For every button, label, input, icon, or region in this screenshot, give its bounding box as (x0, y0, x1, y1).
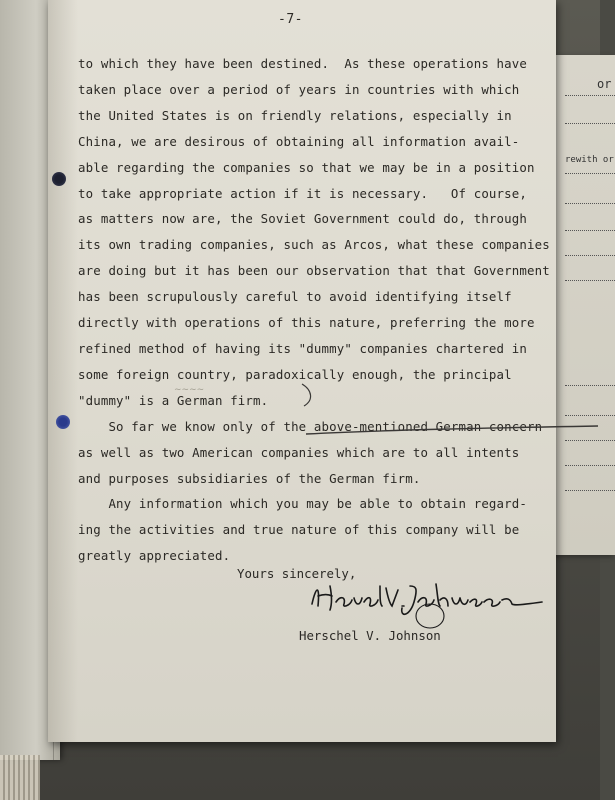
side-sheet-dotted-line (565, 280, 615, 281)
side-sheet-dotted-line (565, 173, 615, 174)
body-line: taken place over a period of years in countries with which (78, 81, 520, 97)
body-line: its own trading companies, such as Arcos, what these companies (78, 237, 550, 253)
side-sheet-dotted-line (565, 385, 615, 386)
side-sheet-dotted-line (565, 123, 615, 124)
side-sheet-fragment-top: or (597, 77, 612, 91)
letter-body (78, 51, 548, 569)
side-sheet-dotted-line (565, 440, 615, 441)
binding-string (0, 755, 40, 800)
page-number: -7- (278, 12, 303, 27)
body-line: some foreign country, paradoxically enough, the principal (78, 366, 512, 382)
side-sheet-dotted-line (565, 203, 615, 204)
body-line: the United States is on friendly relations, especially in (78, 107, 512, 123)
side-sheet-dotted-line (565, 490, 615, 491)
faint-pencil-annotation: ~~~~ (174, 385, 205, 395)
punch-hole (52, 172, 66, 186)
side-sheet-fragment-mid: rewith or (565, 155, 614, 165)
body-line: directly with operations of this nature, preferring the more (78, 315, 535, 331)
body-line: ing the activities and true nature of this company will be (78, 522, 520, 538)
body-line: refined method of having its "dummy" companies chartered in (78, 340, 527, 356)
body-line: to which they have been destined. As these operations have (78, 56, 527, 71)
body-line: China, we are desirous of obtaining all information avail- (78, 133, 520, 149)
body-line: greatly appreciated. (78, 548, 231, 564)
body-line: are doing but it has been our observation that that Government (78, 263, 550, 279)
body-line: Any information which you may be able to obtain regard- (78, 496, 527, 512)
body-line: has been scrupulously careful to avoid identifying itself (78, 289, 512, 305)
letter-page (48, 0, 556, 742)
signer-name: Herschel V. Johnson (299, 628, 441, 643)
closing-salutation: Yours sincerely, (237, 566, 357, 581)
side-sheet-dotted-line (565, 230, 615, 231)
body-line: able regarding the companies so that we may be in a position (78, 159, 535, 175)
punch-hole-blue (56, 415, 70, 429)
body-line: "dummy" is a German firm. (78, 392, 269, 408)
body-line: to take appropriate action if it is necessary. Of course, (78, 185, 527, 201)
body-line: So far we know only of the above-mentioned German concern (78, 418, 543, 434)
body-line: as matters now are, the Soviet Government could do, through (78, 211, 527, 227)
handwritten-signature (306, 576, 546, 624)
body-line: as well as two American companies which are to all intents (78, 444, 520, 460)
side-sheet-dotted-line (565, 95, 615, 96)
side-sheet-dotted-line (565, 255, 615, 256)
pencil-underline-mark (304, 404, 600, 440)
side-sheet-dotted-line (565, 465, 615, 466)
body-line: and purposes subsidiaries of the German firm. (78, 470, 421, 486)
page-fold-shadow (48, 0, 78, 742)
